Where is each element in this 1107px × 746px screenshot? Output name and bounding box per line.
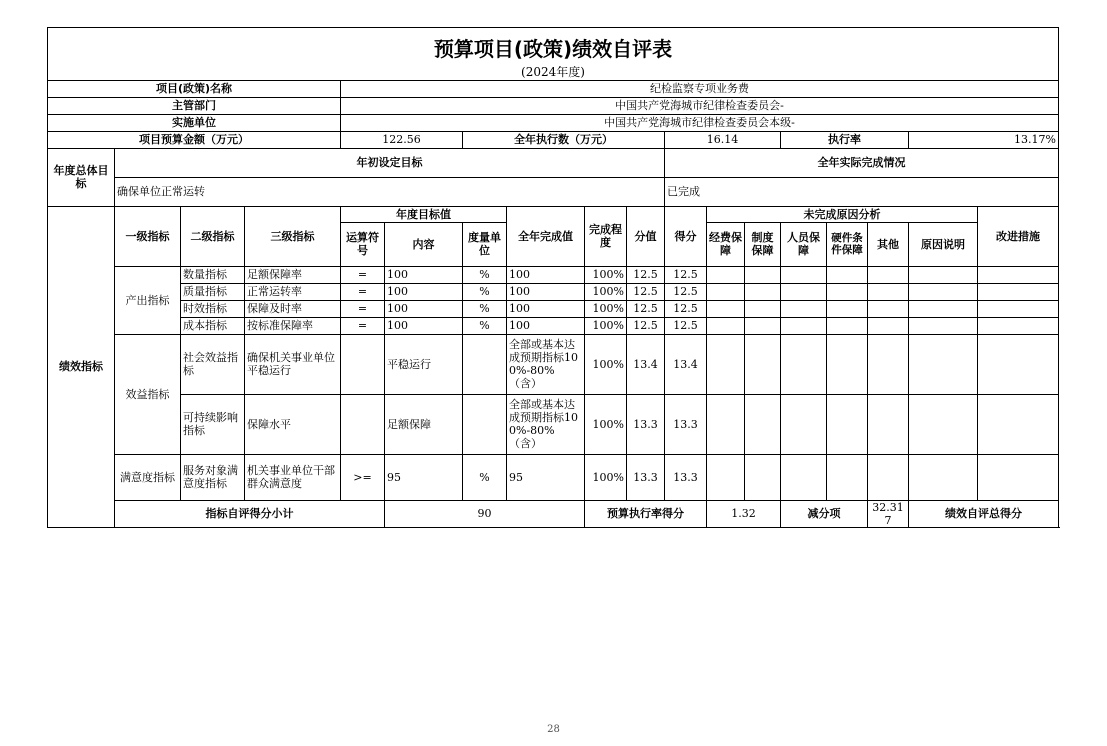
row-l3: 保障及时率 [245, 300, 341, 317]
row-degree: 100% [585, 300, 627, 317]
row-l2: 数量指标 [181, 266, 245, 283]
group-benefit: 效益指标 [115, 334, 181, 454]
project-name-label: 项目(政策)名称 [48, 80, 341, 97]
row-l2: 可持续影响指标 [181, 394, 245, 454]
row-done: 全部或基本达成预期指标100%-80%（含） [507, 334, 585, 394]
evaluation-table [47, 27, 1059, 528]
row-degree: 100% [585, 283, 627, 300]
deduct-label: 减分项 [781, 500, 868, 527]
group-satisfaction: 满意度指标 [115, 454, 181, 500]
header-done: 全年完成值 [507, 206, 585, 266]
row-content: 95 [385, 454, 463, 500]
goal-actual-text: 已完成 [665, 177, 1059, 206]
evaluation-sheet [47, 27, 1058, 528]
row-degree: 100% [585, 334, 627, 394]
row-score: 13.3 [665, 394, 707, 454]
header-reasons: 未完成原因分析 [707, 206, 978, 222]
table-row [48, 317, 1059, 334]
header-reason-system: 制度保障 [745, 222, 781, 266]
row-unit: % [463, 300, 507, 317]
exec-score-value: 1.32 [707, 500, 781, 527]
row-done: 100 [507, 283, 585, 300]
header-score: 得分 [665, 206, 707, 266]
group-output: 产出指标 [115, 266, 181, 334]
row-score: 12.5 [665, 300, 707, 317]
row-content: 足额保障 [385, 394, 463, 454]
row-score-value: 13.3 [627, 394, 665, 454]
row-unit: % [463, 454, 507, 500]
row-op: = [341, 266, 385, 283]
header-l1: 一级指标 [115, 206, 181, 266]
row-unit [463, 394, 507, 454]
row-unit [463, 334, 507, 394]
row-done: 全部或基本达成预期指标100%-80%（含） [507, 394, 585, 454]
exec-score-label: 预算执行率得分 [585, 500, 707, 527]
table-row [48, 454, 1059, 500]
exec-rate-label: 执行率 [781, 131, 909, 148]
row-op: >= [341, 454, 385, 500]
row-unit: % [463, 283, 507, 300]
subtotal-label: 指标自评得分小计 [115, 500, 385, 527]
row-content: 平稳运行 [385, 334, 463, 394]
header-reason-hardware: 硬件条件保障 [827, 222, 868, 266]
header-reason-other: 其他 [868, 222, 909, 266]
header-reason-note: 原因说明 [909, 222, 978, 266]
row-done: 100 [507, 266, 585, 283]
row-degree: 100% [585, 317, 627, 334]
row-l3: 确保机关事业单位平稳运行 [245, 334, 341, 394]
header-reason-funding: 经费保障 [707, 222, 745, 266]
header-unit: 度量单位 [463, 222, 507, 266]
goal-actual-header: 全年实际完成情况 [665, 148, 1059, 177]
project-name-value: 纪检监察专项业务费 [341, 80, 1059, 97]
row-op [341, 334, 385, 394]
impl-unit-value: 中国共产党海城市纪律检查委员会本级- [341, 114, 1059, 131]
row-done: 95 [507, 454, 585, 500]
header-target: 年度目标值 [341, 206, 507, 222]
row-score-value: 13.4 [627, 334, 665, 394]
row-unit: % [463, 266, 507, 283]
row-degree: 100% [585, 394, 627, 454]
header-op: 运算符号 [341, 222, 385, 266]
row-degree: 100% [585, 454, 627, 500]
page-title: 预算项目(政策)绩效自评表 [48, 28, 1059, 67]
row-score-value: 12.5 [627, 300, 665, 317]
row-op: = [341, 317, 385, 334]
subtotal-value: 90 [385, 500, 585, 527]
row-l3: 机关事业单位干部群众满意度 [245, 454, 341, 500]
table-row [48, 283, 1059, 300]
dept-label: 主管部门 [48, 97, 341, 114]
row-score: 13.3 [665, 454, 707, 500]
row-content: 100 [385, 266, 463, 283]
annual-goal-label: 年度总体目标 [48, 148, 115, 206]
row-score: 12.5 [665, 317, 707, 334]
row-done: 100 [507, 300, 585, 317]
row-content: 100 [385, 317, 463, 334]
header-improve: 改进措施 [978, 206, 1059, 266]
row-score: 12.5 [665, 283, 707, 300]
goal-set-text: 确保单位正常运转 [115, 177, 665, 206]
row-l3: 按标准保障率 [245, 317, 341, 334]
header-score-value: 分值 [627, 206, 665, 266]
table-row [48, 300, 1059, 317]
goal-set-header: 年初设定目标 [115, 148, 665, 177]
budget-label: 项目预算金额（万元） [48, 131, 341, 148]
row-op: = [341, 300, 385, 317]
row-done: 100 [507, 317, 585, 334]
row-op [341, 394, 385, 454]
report-year: (2024年度) [48, 66, 1059, 80]
header-degree: 完成程度 [585, 206, 627, 266]
exec-amount-value: 16.14 [665, 131, 781, 148]
impl-unit-label: 实施单位 [48, 114, 341, 131]
row-score-value: 12.5 [627, 266, 665, 283]
budget-value: 122.56 [341, 131, 463, 148]
row-l3: 正常运转率 [245, 283, 341, 300]
row-score: 13.4 [665, 334, 707, 394]
row-score: 12.5 [665, 266, 707, 283]
deduct-value: 32.317 [868, 500, 909, 527]
row-l2: 成本指标 [181, 317, 245, 334]
row-l3: 足额保障率 [245, 266, 341, 283]
header-l3: 三级指标 [245, 206, 341, 266]
row-op: = [341, 283, 385, 300]
row-l3: 保障水平 [245, 394, 341, 454]
header-content: 内容 [385, 222, 463, 266]
row-score-value: 12.5 [627, 317, 665, 334]
row-score-value: 12.5 [627, 283, 665, 300]
row-l2: 服务对象满意度指标 [181, 454, 245, 500]
perf-indicator-label: 绩效指标 [48, 206, 115, 527]
row-content: 100 [385, 300, 463, 317]
row-l2: 时效指标 [181, 300, 245, 317]
header-reason-staff: 人员保障 [781, 222, 827, 266]
exec-amount-label: 全年执行数（万元） [463, 131, 665, 148]
row-score-value: 13.3 [627, 454, 665, 500]
row-l2: 质量指标 [181, 283, 245, 300]
header-l2: 二级指标 [181, 206, 245, 266]
total-label: 绩效自评总得分 [909, 500, 1059, 527]
table-row [48, 266, 1059, 283]
row-unit: % [463, 317, 507, 334]
exec-rate-value: 13.17% [909, 131, 1059, 148]
row-degree: 100% [585, 266, 627, 283]
page-number: 28 [547, 724, 560, 735]
row-l2: 社会效益指标 [181, 334, 245, 394]
row-content: 100 [385, 283, 463, 300]
table-row [48, 394, 1059, 454]
dept-value: 中国共产党海城市纪律检查委员会- [341, 97, 1059, 114]
table-row [48, 334, 1059, 394]
